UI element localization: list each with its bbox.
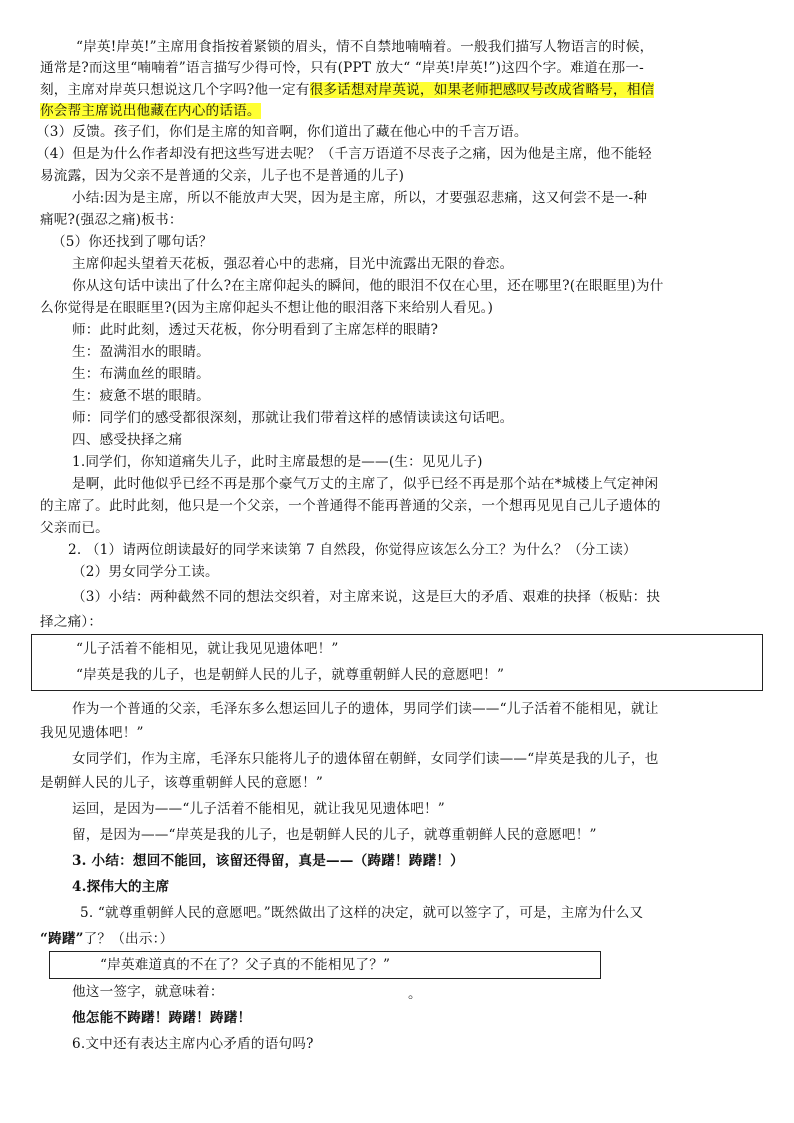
paragraph-line: 父亲而已。 <box>40 520 109 536</box>
paragraph-line: 师：此时此刻，透过天花板，你分明看到了主席怎样的眼睛? <box>72 322 439 338</box>
paragraph-line: 运回，是因为——“儿子活着不能相见，就让我见见遗体吧！” <box>72 801 445 817</box>
paragraph-line: 是啊，此时他似乎已经不再是那个豪气万丈的主席了，似乎已经不再是那个站在*城楼上气定神闲 <box>72 476 659 492</box>
paragraph-line: 主席仰起头望着天花板，强忍着心中的悲痛，目光中流露出无限的眷恋。 <box>72 256 514 272</box>
paragraph-line: 痛呢?(强忍之痛)板书： <box>40 212 183 228</box>
paragraph-line: （4）但是为什么作者却没有把这些写进去呢？（千言万语道不尽丧子之痛，因为他是主席，他不能轻 <box>36 146 652 162</box>
paragraph-line <box>40 80 654 101</box>
highlighted-text: 很多话想对岸英说，如果老师把感叹号改成省略号，相信 <box>309 82 655 98</box>
paragraph-line: 生：布满血丝的眼睛。 <box>72 366 210 382</box>
paragraph-line: （2）男女同学分工读。 <box>72 564 219 580</box>
paragraph-line: “岸英!岸英!”主席用食指按着紧锁的眉头，情不自禁地喃喃着。一般我们描写人物语言的时候， <box>76 39 654 55</box>
paragraph-line: 师：同学们的感受都很深刻，那就让我们带着这样的感情读读这句话吧。 <box>72 410 514 426</box>
summary-heading: 3. 小结：想回不能回，该留还得留，真是——（踌躇！踌躇！） <box>72 853 464 869</box>
section-heading: 4.探伟大的主席 <box>72 879 170 895</box>
paragraph-line: 通常是?而这里“喃喃着”语言描写少得可怜，只有(PPT 放大“ “岸英!岸英!”)这四个字。难道在那一- <box>40 60 644 76</box>
paragraph-line <box>40 929 173 950</box>
paragraph-line: 择之痛）： <box>40 614 103 630</box>
paragraph-line: 留，是因为——“岸英是我的儿子，也是朝鲜人民的儿子，就尊重朝鲜人民的意愿吧！” <box>72 827 597 843</box>
paragraph-line <box>40 101 261 122</box>
paragraph-line: 生：疲惫不堪的眼睛。 <box>72 388 210 404</box>
paragraph-line: 5. “就尊重朝鲜人民的意愿吧。”既然做出了这样的决定，就可以签字了，可是，主席为什么又 <box>80 905 644 921</box>
paragraph-line: 他这一签字，就意味着： <box>72 984 224 1000</box>
quote-line: “儿子活着不能相见，就让我见见遗体吧！” <box>76 641 339 657</box>
paragraph-line: 作为一个普通的父亲，毛泽东多么想运回儿子的遗体，男同学们读——“儿子活着不能相见，就让 <box>72 701 659 717</box>
quote-line: “岸英是我的儿子，也是朝鲜人民的儿子，就尊重朝鲜人民的意愿吧！” <box>76 667 505 683</box>
paragraph-line: 你从这句话中读出了什么?在主席仰起头的瞬间，他的眼泪不仅在心里，还在哪里?(在眼眶里)为什 <box>72 278 664 294</box>
section-heading: 四、感受抉择之痛 <box>72 432 183 448</box>
paragraph-line: 1.同学们，你知道痛失儿子，此时主席最想的是——(生：见见儿子) <box>72 454 483 470</box>
paragraph-line: 6.文中还有表达主席内心矛盾的语句吗? <box>72 1036 314 1052</box>
paragraph-line: 他怎能不踌躇！踌躇！踌躇！ <box>72 1010 252 1026</box>
paragraph-line: 2. （1）请两位朗读最好的同学来读第 7 自然段，你觉得应该怎么分工？为什么？（分工读） <box>68 542 637 558</box>
paragraph-line: 我见见遗体吧！” <box>40 725 144 741</box>
text-segment: 刻，主席对岸英只想说这几个字吗?他一定有 <box>40 82 310 98</box>
paragraph-line: 小结:因为是主席，所以不能放声大哭，因为是主席，所以，才要强忍悲痛，这又何尝不是一-种 <box>72 190 648 206</box>
paragraph-line: 的主席了。此时此刻，他只是一个父亲，一个普通得不能再普通的父亲，一个想再见见自己儿子遗体的 <box>40 498 661 514</box>
bold-term: “踌躇” <box>40 931 84 947</box>
paragraph-line: 么你觉得是在眼眶里?(因为主席仰起头不想让他的眼泪落下来给别人看见。) <box>40 300 494 316</box>
text-segment: 了？（出示：） <box>83 931 174 947</box>
paragraph-line: （5）你还找到了哪句话？ <box>52 234 213 250</box>
paragraph-line: （3）反馈。孩子们，你们是主席的知音啊，你们道出了藏在他心中的千言万语。 <box>36 124 528 140</box>
blank-end-mark: 。 <box>408 986 422 1002</box>
paragraph-line: 易流露，因为父亲不是普通的父亲，儿子也不是普通的儿子) <box>40 168 405 184</box>
paragraph-line: 生：盈满泪水的眼睛。 <box>72 344 210 360</box>
paragraph-line: 女同学们，作为主席，毛泽东只能将儿子的遗体留在朝鲜，女同学们读——“岸英是我的儿子，也 <box>72 751 659 767</box>
paragraph-line: （3）小结：两种截然不同的想法交织着，对主席来说，这是巨大的矛盾、艰难的抉择（板贴：抉 <box>72 589 661 605</box>
highlighted-text: 你会帮主席说出他藏在内心的话语。 <box>40 103 261 119</box>
quote-line: “岸英难道真的不在了？父子真的不能相见了？” <box>100 957 391 973</box>
paragraph-line: 是朝鲜人民的儿子，该尊重朝鲜人民的意愿！” <box>40 775 324 791</box>
